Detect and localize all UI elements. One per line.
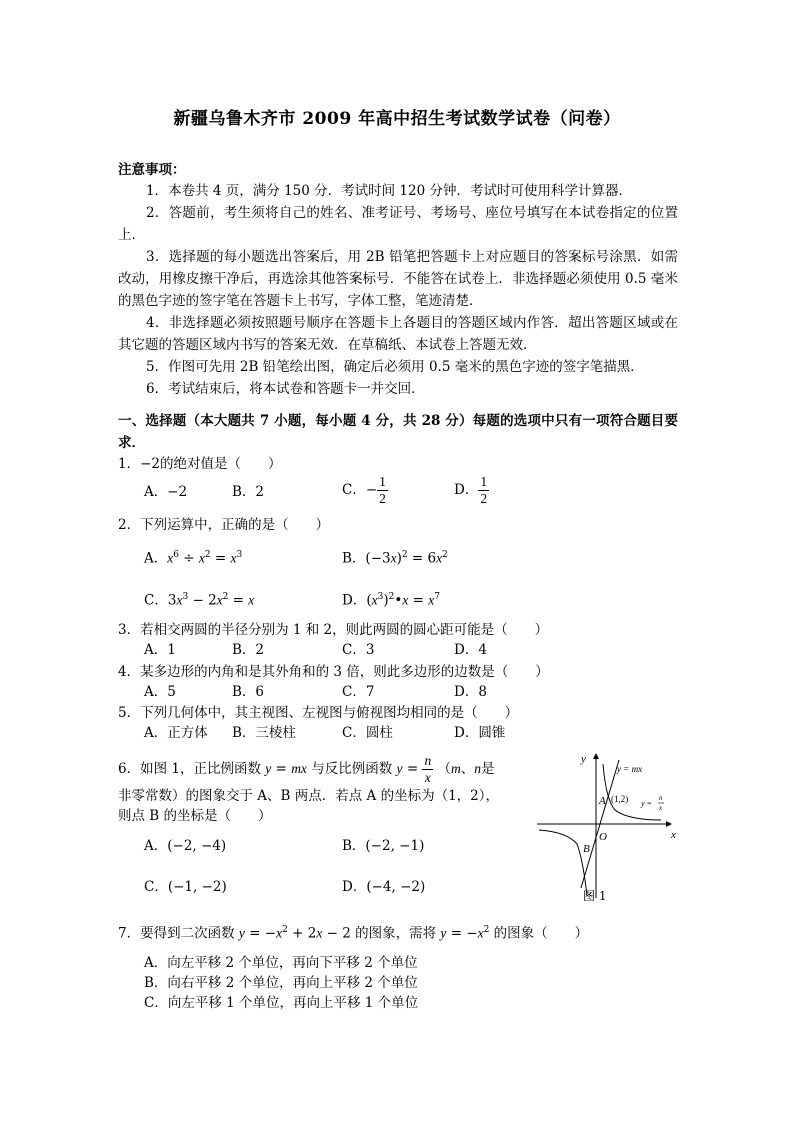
q1-stem: 1．−2的绝对值是（ ） xyxy=(118,456,282,472)
q7-option-c: C．向左平移 1 个单位，再向上平移 1 个单位 xyxy=(144,995,419,1011)
q6-option-b: B．(−2, −1) xyxy=(342,838,425,854)
q3-stem: 3．若相交两圆的半径分别为 1 和 2，则此两圆的圆心距可能是（ ） xyxy=(118,622,549,638)
fig1-label-a: A xyxy=(599,795,606,807)
notice-item-4: 4．非选择题必须按照题号顺序在答题卡上各题目的答题区域内作答．超出答题区域或在其它题的答题区域内书写的答案无效．在草稿纸、本试卷上答题无效． xyxy=(118,315,678,353)
q5-stem: 5．下列几何体中，其主视图、左视图与俯视图均相同的是（ ） xyxy=(118,705,519,721)
q6-option-d: D．(−4, −2) xyxy=(342,879,426,895)
notice-item-5: 5．作图可先用 2B 铅笔绘出图，确定后必须用 0.5 毫米的黑色字迹的签字笔描黑． xyxy=(146,359,644,375)
fig1-label-y: y xyxy=(581,753,586,765)
q7-option-b: B．向右平移 2 个单位，再向上平移 2 个单位 xyxy=(144,975,418,991)
notice-item-3: 3．选择题的每小题选出答案后，用 2B 铅笔把答题卡上对应题目的答案标号涂黑．如需改动，用橡皮擦干净后，再选涂其他答案标号．不能答在试卷上．非选择题必须使用 0.5 毫米的黑色字迹的签字笔在答题卡上书写，字体工整，笔迹清楚． xyxy=(118,249,678,309)
fig1-caption: 图 1 xyxy=(583,889,607,903)
q1-option-c-fraction: $\frac{1}{2}$ xyxy=(379,474,386,506)
fig1-label-x: x xyxy=(671,829,676,841)
q6-line-1: 6．如图 1，正比例函数 y = mx 与反比例函数 y = $\frac{n}{x}$ （m、n是 xyxy=(118,753,495,785)
q3-option-a: A．1 xyxy=(144,642,176,658)
q2-option-c: C．$3x^3 - 2x^2 = x$ xyxy=(144,592,255,609)
q6-line-2: 非零常数）的图象交于 A、B 两点．若点 A 的坐标为（1，2）， xyxy=(118,788,500,804)
q2-stem: 2．下列运算中，正确的是（ ） xyxy=(118,517,330,533)
notice-heading: 注意事项： xyxy=(118,162,186,178)
q6-line-3: 则点 B 的坐标是（ ） xyxy=(118,808,272,824)
figure-1 xyxy=(533,748,683,908)
q1-option-d-fraction: $\frac{1}{2}$ xyxy=(480,474,488,506)
q2-option-b: B．$(-3x)^2 = 6x^2$ xyxy=(342,550,448,567)
q1-option-c xyxy=(342,474,388,507)
fig1-label-line: y = mx xyxy=(617,764,643,774)
q4-option-d: D．8 xyxy=(454,684,487,700)
q7-option-a: A．向左平移 2 个单位，再向下平移 2 个单位 xyxy=(144,955,418,971)
q4-option-c: C．7 xyxy=(342,684,375,700)
q1-option-c-prefix: C．− xyxy=(342,482,378,498)
q3-option-b: B．2 xyxy=(232,642,265,658)
fig1-label-a-coord: (1,2) xyxy=(611,794,629,804)
notice-item-1: 1．本卷共 4 页，满分 150 分．考试时间 120 分钟．考试时可使用科学计算器． xyxy=(146,183,632,199)
q1-option-d xyxy=(454,474,489,507)
q5-option-a: A．正方体 xyxy=(144,725,208,741)
q6-option-a: A．(−2, −4) xyxy=(144,838,227,854)
q6-fraction: $\frac{n}{x}$ xyxy=(424,753,432,785)
fig1-label-b: B xyxy=(583,843,590,855)
q3-option-d: D．4 xyxy=(454,642,487,658)
q1-option-b: B．2 xyxy=(232,484,265,500)
q1-option-a: A．−2 xyxy=(144,484,188,500)
q2-option-d: D．$(x^3)^2•x = x^7$ xyxy=(342,592,440,609)
fig1-label-curve-n: n xyxy=(659,794,663,802)
fig1-label-o: O xyxy=(599,831,607,843)
q5-option-c: C．圆柱 xyxy=(342,725,393,741)
q7-stem: 7．要得到二次函数 $y = -x^2 + 2x - 2$ 的图象，需将 $y = -x^2$ 的图象（ ） xyxy=(118,925,589,942)
page-title: 新疆乌鲁木齐市 2009 年高中招生考试数学试卷（问卷） xyxy=(173,109,621,129)
q2-option-a: A．$x^6 \div x^2 = x^3$ xyxy=(144,550,243,567)
q3-option-c: C．3 xyxy=(342,642,375,658)
q4-stem: 4．某多边形的内角和是其外角和的 3 倍，则此多边形的边数是（ ） xyxy=(118,664,549,680)
q5-option-b: B．三棱柱 xyxy=(232,725,296,741)
q6-option-c: C．(−1, −2) xyxy=(144,879,227,895)
section-1-heading: 一、选择题（本大题共 7 小题，每小题 4 分，共 28 分）每题的选项中只有一项符合题目要求． xyxy=(118,413,678,451)
q4-option-b: B．6 xyxy=(232,684,265,700)
notice-item-2: 2．答题前，考生须将自己的姓名、准考证号、考场号、座位号填写在本试卷指定的位置上． xyxy=(118,205,678,243)
q4-option-a: A．5 xyxy=(144,684,176,700)
notice-item-6: 6．考试结束后，将本试卷和答题卡一并交回． xyxy=(146,381,425,397)
fig1-label-curve-x: x xyxy=(659,804,663,812)
fig1-label-curve: y = xyxy=(641,799,652,808)
fig1-hyperbola-q3 xyxy=(539,830,587,896)
q5-option-d: D．圆锥 xyxy=(454,725,506,741)
q1-option-d-prefix: D． xyxy=(454,482,479,498)
